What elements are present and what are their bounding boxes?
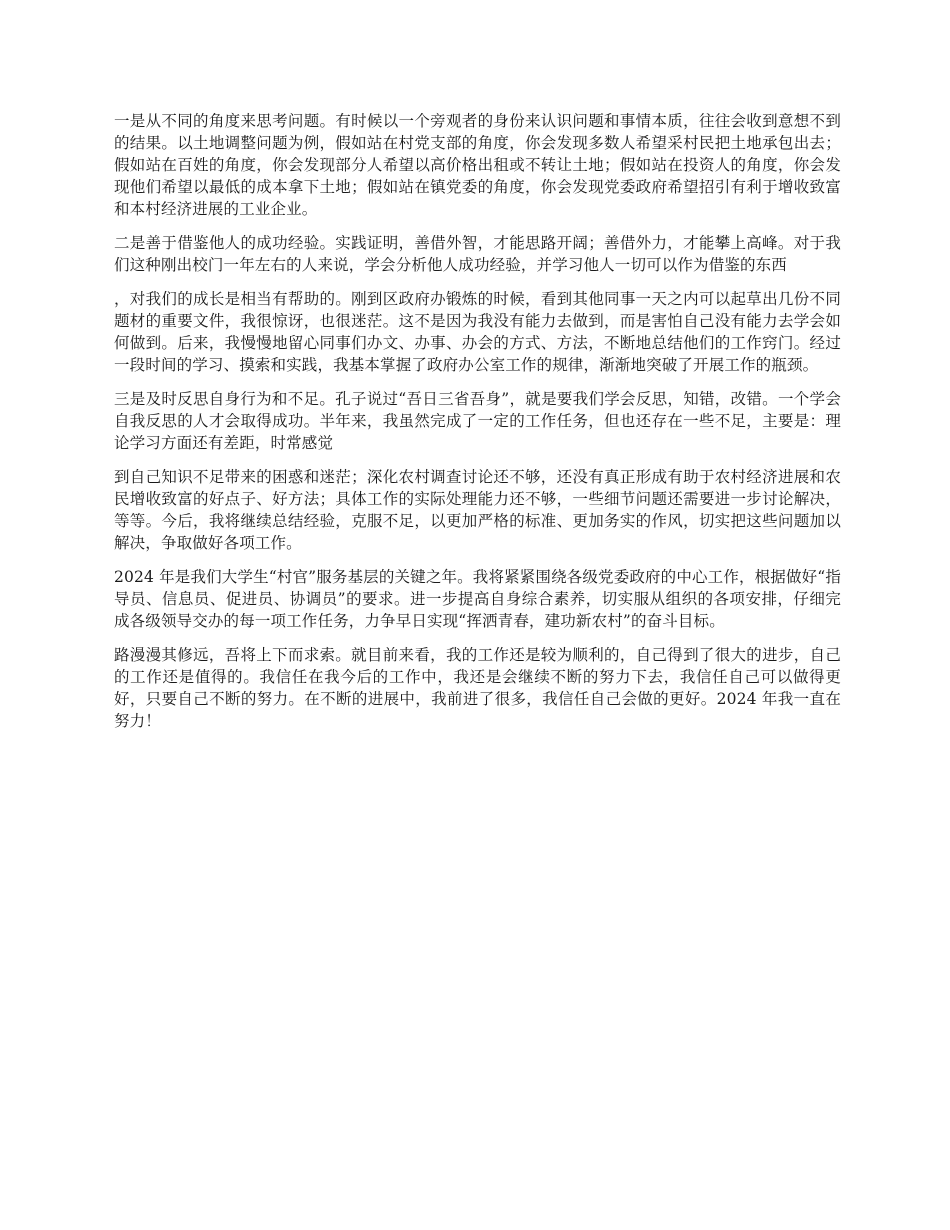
paragraph: 路漫漫其修远，吾将上下而求索。就目前来看，我的工作还是较为顺利的，自己得到了很大的进步，自己的工作还是值得的。我信任在我今后的工作中，我还是会继续不断的努力下去，我信任自己可以做得更好，只要自己不断的努力。在不断的进展中，我前进了很多，我信任自己会做的更好。2024 年我一直在努力！ [114,646,841,730]
document-body [114,110,841,744]
paragraph: 二是善于借鉴他人的成功经验。实践证明，善借外智，才能思路开阔；善借外力，才能攀上高峰。对于我们这种刚出校门一年左右的人来说，学会分析他人成功经验，并学习他人一切可以作为借鉴的东西 [114,234,841,274]
paragraph: 2024 年是我们大学生“村官”服务基层的关键之年。我将紧紧围绕各级党委政府的中心工作，根据做好“指导员、信息员、促进员、协调员”的要求。进一步提高自身综合素养，切实服从组织的各项安排，仔细完成各级领导交办的每一项工作任务，力争早日实现“挥洒青春，建功新农村”的奋斗目标。 [114,568,841,630]
paragraph: 三是及时反思自身行为和不足。孔子说过“吾日三省吾身”，就是要我们学会反思，知错，改错。一个学会自我反思的人才会取得成功。半年来，我虽然完成了一定的工作任务，但也还存在一些不足，主要是：理论学习方面还有差距，时常感觉 [114,390,841,452]
paragraph: 到自己知识不足带来的困惑和迷茫；深化农村调查讨论还不够，还没有真正形成有助于农村经济进展和农民增收致富的好点子、好方法；具体工作的实际处理能力还不够，一些细节问题还需要进一步讨论解决，等等。今后，我将继续总结经验，克服不足，以更加严格的标准、更加务实的作风，切实把这些问题加以解决，争取做好各项工作。 [114,468,841,552]
paragraph: 一是从不同的角度来思考问题。有时候以一个旁观者的身份来认识问题和事情本质，往往会收到意想不到的结果。以土地调整问题为例，假如站在村党支部的角度，你会发现多数人希望采村民把土地承包出去；假如站在百姓的角度，你会发现部分人希望以高价格出租或不转让土地；假如站在投资人的角度，你会发现他们希望以最低的成本拿下土地；假如站在镇党委的角度，你会发现党委政府希望招引有利于增收致富和本村经济进展的工业企业。 [114,112,841,218]
paragraph: ，对我们的成长是相当有帮助的。刚到区政府办锻炼的时候，看到其他同事一天之内可以起草出几份不同题材的重要文件，我很惊讶，也很迷茫。这不是因为我没有能力去做到，而是害怕自己没有能力去学会如何做到。后来，我慢慢地留心同事们办文、办事、办会的方式、方法，不断地总结他们的工作窍门。经过一段时间的学习、摸索和实践，我基本掌握了政府办公室工作的规律，渐渐地突破了开展工作的瓶颈。 [114,290,841,374]
